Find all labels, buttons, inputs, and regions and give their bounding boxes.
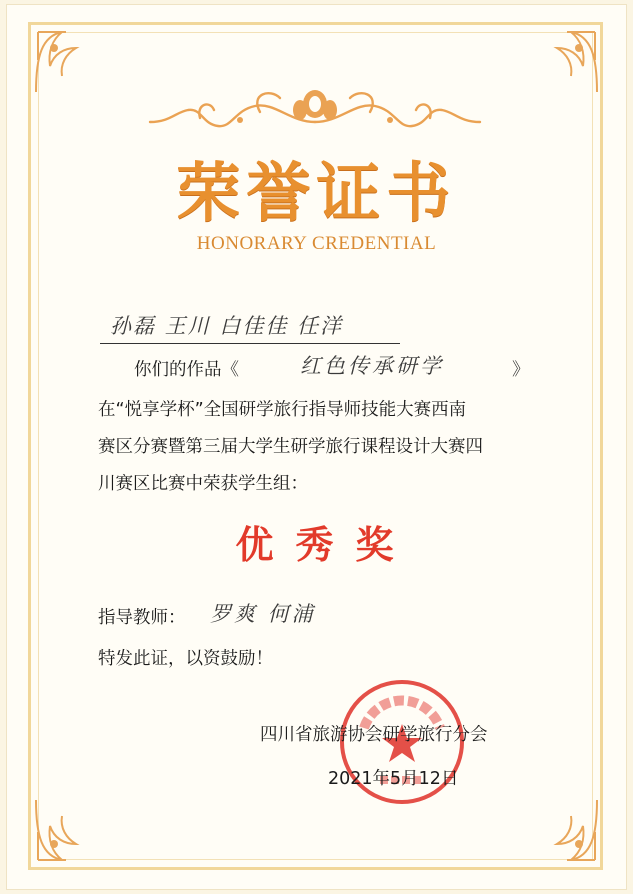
teacher-label: 指导教师：: [98, 608, 186, 628]
body-line-1: 在“悦享学杯”全国研学旅行指导师技能大赛西南: [98, 400, 467, 420]
teacher-names-handwritten: 罗爽 何浦: [210, 602, 316, 626]
work-prefix-text: 你们的作品《: [134, 360, 239, 380]
corner-ornament-bottom-right: [531, 796, 601, 866]
work-suffix-text: 》: [512, 360, 530, 380]
recipient-names: 孙磊 王川 白佳佳 任洋: [110, 314, 344, 338]
certificate-title: 荣誉证书: [176, 156, 457, 231]
issue-date: 2021年5月12日: [328, 769, 459, 789]
issuer-name: 四川省旅游协会研学旅行分会: [260, 725, 488, 745]
body-line-3: 川赛区比赛中荣获学生组：: [98, 474, 308, 494]
body-line-2: 赛区分赛暨第三届大学生研学旅行课程设计大赛四: [98, 437, 483, 457]
corner-ornament-bottom-left: [32, 796, 102, 866]
recipient-underline: [100, 343, 400, 344]
certificate-subtitle: HONORARY CREDENTIAL: [196, 233, 437, 254]
corner-ornament-top-left: [32, 26, 102, 96]
award-name: 优秀奖: [235, 522, 416, 567]
closing-text: 特发此证，以资鼓励！: [98, 649, 273, 669]
corner-ornament-top-right: [531, 26, 601, 96]
top-flourish-ornament: [140, 82, 490, 142]
work-title-handwritten: 红色传承研学: [300, 354, 444, 378]
